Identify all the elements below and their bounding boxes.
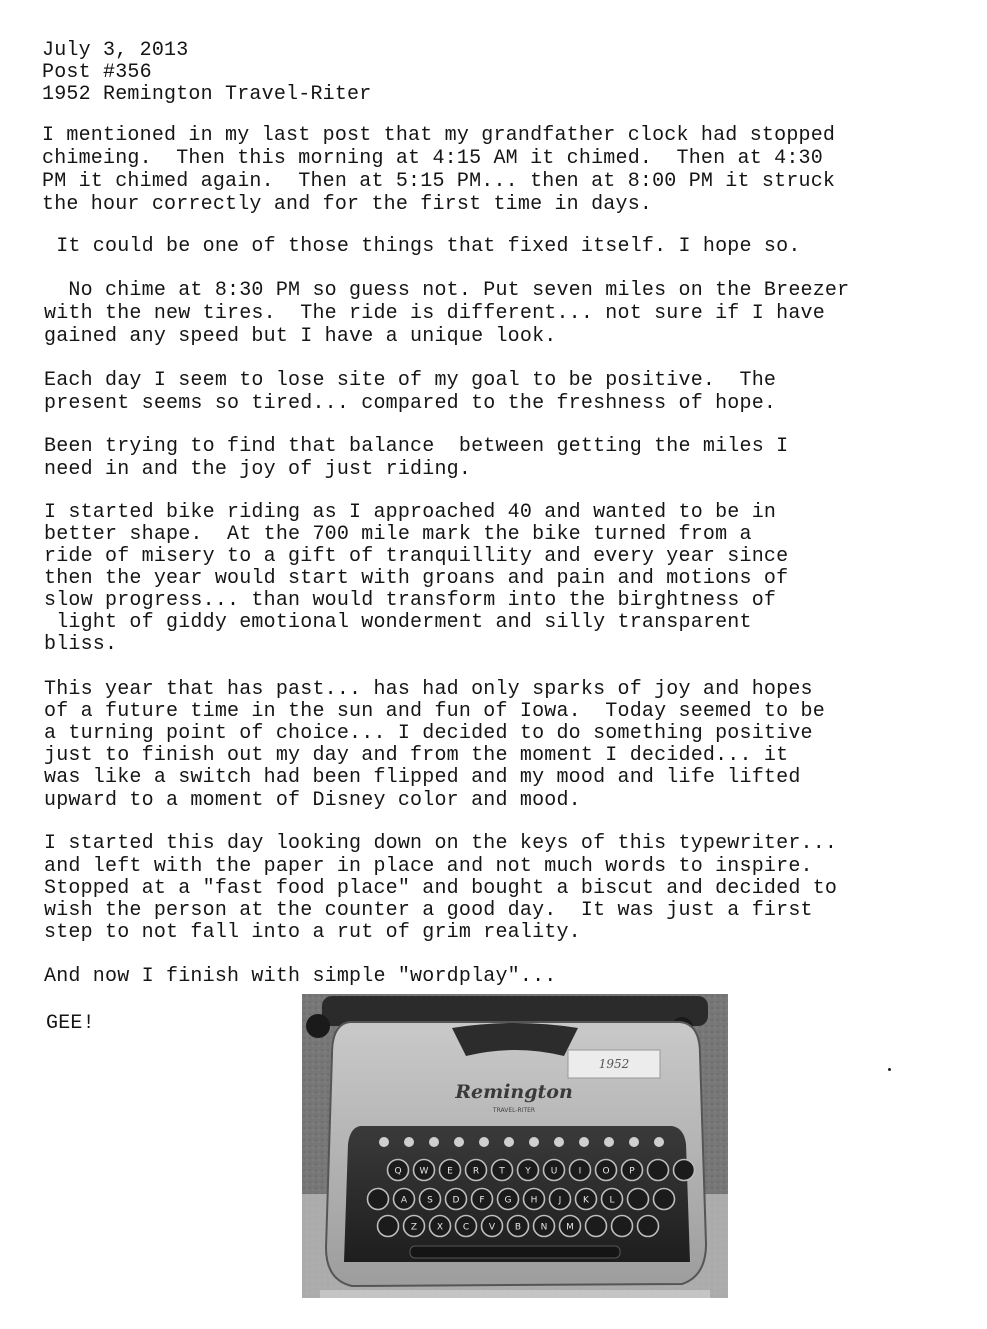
number-key — [479, 1137, 489, 1147]
key-label: I — [578, 1166, 582, 1177]
typewriter-model: 1952 Remington Travel-Riter — [42, 83, 372, 106]
text-line: ride of misery to a gift of tranquillity and every year since — [44, 545, 789, 568]
typewriter-key — [440, 1160, 461, 1181]
text-line: light of giddy emotional wonderment and silly transparent — [44, 611, 752, 634]
number-key — [404, 1137, 414, 1147]
key-label: P — [629, 1166, 635, 1177]
number-key — [454, 1137, 464, 1147]
key-label: C — [462, 1222, 470, 1233]
typewriter-key — [628, 1189, 649, 1210]
text-line: was like a switch had been flipped and my mood and life lifted — [44, 766, 801, 789]
text-line: I mentioned in my last post that my grandfather clock had stopped — [42, 124, 836, 147]
key-label: Z — [410, 1222, 418, 1233]
typewriter-key — [472, 1189, 493, 1210]
key-label: R — [472, 1166, 480, 1177]
typewriter-key — [388, 1160, 409, 1181]
key-label: S — [427, 1195, 433, 1206]
typewriter-key — [368, 1189, 389, 1210]
key-label: X — [436, 1222, 444, 1233]
key-label: B — [514, 1222, 522, 1233]
typewriter-key — [612, 1216, 633, 1237]
text-line: It could be one of those things that fixed itself. I hope so. — [44, 235, 801, 258]
number-key — [529, 1137, 539, 1147]
number-key — [554, 1137, 564, 1147]
typewriter-key — [638, 1216, 659, 1237]
text-line: I started this day looking down on the keys of this typewriter... — [44, 832, 838, 855]
text-line: gained any speed but I have a unique look. — [44, 325, 557, 348]
text-line: need in and the joy of just riding. — [44, 458, 472, 481]
typewriter-key — [498, 1189, 519, 1210]
post-date: July 3, 2013 — [42, 39, 189, 62]
typewriter-key — [414, 1160, 435, 1181]
typewriter-key — [550, 1189, 571, 1210]
typewriter-key — [570, 1160, 591, 1181]
typewriter-key — [576, 1189, 597, 1210]
key-label: J — [558, 1195, 562, 1206]
text-line: present seems so tired... compared to the freshness of hope. — [44, 392, 777, 415]
space-bar — [410, 1246, 620, 1258]
typewriter-key — [518, 1160, 539, 1181]
key-label: O — [602, 1166, 610, 1177]
text-line: This year that has past... has had only sparks of joy and hopes — [44, 678, 813, 701]
typewriter-key — [654, 1189, 675, 1210]
text-line: with the new tires. The ride is different... not sure if I have — [44, 302, 825, 325]
text-line: I started bike riding as I approached 40 and wanted to be in — [44, 501, 777, 524]
closing-exclamation: GEE! — [46, 1012, 95, 1035]
paper-speck — [888, 1068, 891, 1071]
text-line: bliss. — [44, 633, 118, 656]
typewriter-key — [482, 1216, 503, 1237]
key-row-bottom — [378, 1216, 659, 1237]
typewriter-key — [648, 1160, 669, 1181]
platen-knob-left — [306, 1014, 330, 1038]
typewriter-key — [466, 1160, 487, 1181]
typewriter-key — [508, 1216, 529, 1237]
key-label: H — [530, 1195, 538, 1206]
key-label: G — [504, 1195, 512, 1206]
model-logo: TRAVEL-RITER — [492, 1107, 536, 1114]
text-line: of a future time in the sun and fun of Iowa. Today seemed to be — [44, 700, 825, 723]
number-key — [379, 1137, 389, 1147]
text-line: upward to a moment of Disney color and mood. — [44, 789, 581, 812]
typewriter-key — [586, 1216, 607, 1237]
typewriter-key — [394, 1189, 415, 1210]
number-key — [504, 1137, 514, 1147]
brand-logo: Remington — [455, 1081, 573, 1103]
typewriter-key — [622, 1160, 643, 1181]
typewriter-key — [404, 1216, 425, 1237]
number-key — [604, 1137, 614, 1147]
key-label: N — [540, 1222, 548, 1233]
typewriter-key — [420, 1189, 441, 1210]
text-line: wish the person at the counter a good day. It was just a first — [44, 899, 813, 922]
key-label: K — [583, 1195, 589, 1206]
number-key — [654, 1137, 664, 1147]
text-line: just to finish out my day and from the moment I decided... it — [44, 744, 789, 767]
typewriter-key — [492, 1160, 513, 1181]
number-key — [629, 1137, 639, 1147]
text-line: chimeing. Then this morning at 4:15 AM it chimed. Then at 4:30 — [42, 147, 823, 170]
text-line: PM it chimed again. Then at 5:15 PM... then at 8:00 PM it struck — [42, 170, 836, 193]
key-label: Q — [394, 1166, 402, 1177]
typewriter-key — [596, 1160, 617, 1181]
text-line: And now I finish with simple "wordplay"... — [44, 965, 557, 988]
text-line: better shape. At the 700 mile mark the bike turned from a — [44, 523, 752, 546]
number-key — [429, 1137, 439, 1147]
number-key — [579, 1137, 589, 1147]
key-label: T — [499, 1166, 505, 1177]
typewriter-key — [378, 1216, 399, 1237]
text-line: Been trying to find that balance between getting the miles I — [44, 435, 789, 458]
text-line: Stopped at a "fast food place" and bought a biscut and decided to — [44, 877, 838, 900]
text-line: then the year would start with groans and pain and motions of — [44, 567, 789, 590]
key-label: U — [550, 1166, 558, 1177]
typewriter-key — [524, 1189, 545, 1210]
key-label: A — [400, 1195, 408, 1206]
typewriter-key — [560, 1216, 581, 1237]
typewriter-key — [534, 1216, 555, 1237]
text-line: a turning point of choice... I decided to do something positive — [44, 722, 813, 745]
key-label: W — [419, 1166, 429, 1177]
typewriter-key — [602, 1189, 623, 1210]
key-label: V — [488, 1222, 496, 1233]
year-tag-text: 1952 — [598, 1057, 630, 1071]
typewriter-key — [430, 1216, 451, 1237]
text-line: the hour correctly and for the first time in days. — [42, 193, 653, 216]
text-line: and left with the paper in place and not much words to inspire. — [44, 855, 813, 878]
typewriter-key — [446, 1189, 467, 1210]
typewriter-key — [456, 1216, 477, 1237]
text-line: slow progress... than would transform into the birghtness of — [44, 589, 777, 612]
typewriter-key — [544, 1160, 565, 1181]
key-label: D — [452, 1195, 460, 1206]
key-label: L — [609, 1195, 615, 1206]
text-line: Each day I seem to lose site of my goal to be positive. The — [44, 369, 777, 392]
text-line: step to not fall into a rut of grim reality. — [44, 921, 581, 944]
post-number: Post #356 — [42, 61, 152, 84]
typewriter-photo — [302, 994, 728, 1298]
key-label: M — [566, 1222, 574, 1233]
key-label: E — [447, 1166, 453, 1177]
key-label: F — [479, 1195, 485, 1206]
typewriter-key — [674, 1160, 695, 1181]
key-label: Y — [525, 1166, 531, 1177]
text-line: No chime at 8:30 PM so guess not. Put seven miles on the Breezer — [44, 279, 850, 302]
